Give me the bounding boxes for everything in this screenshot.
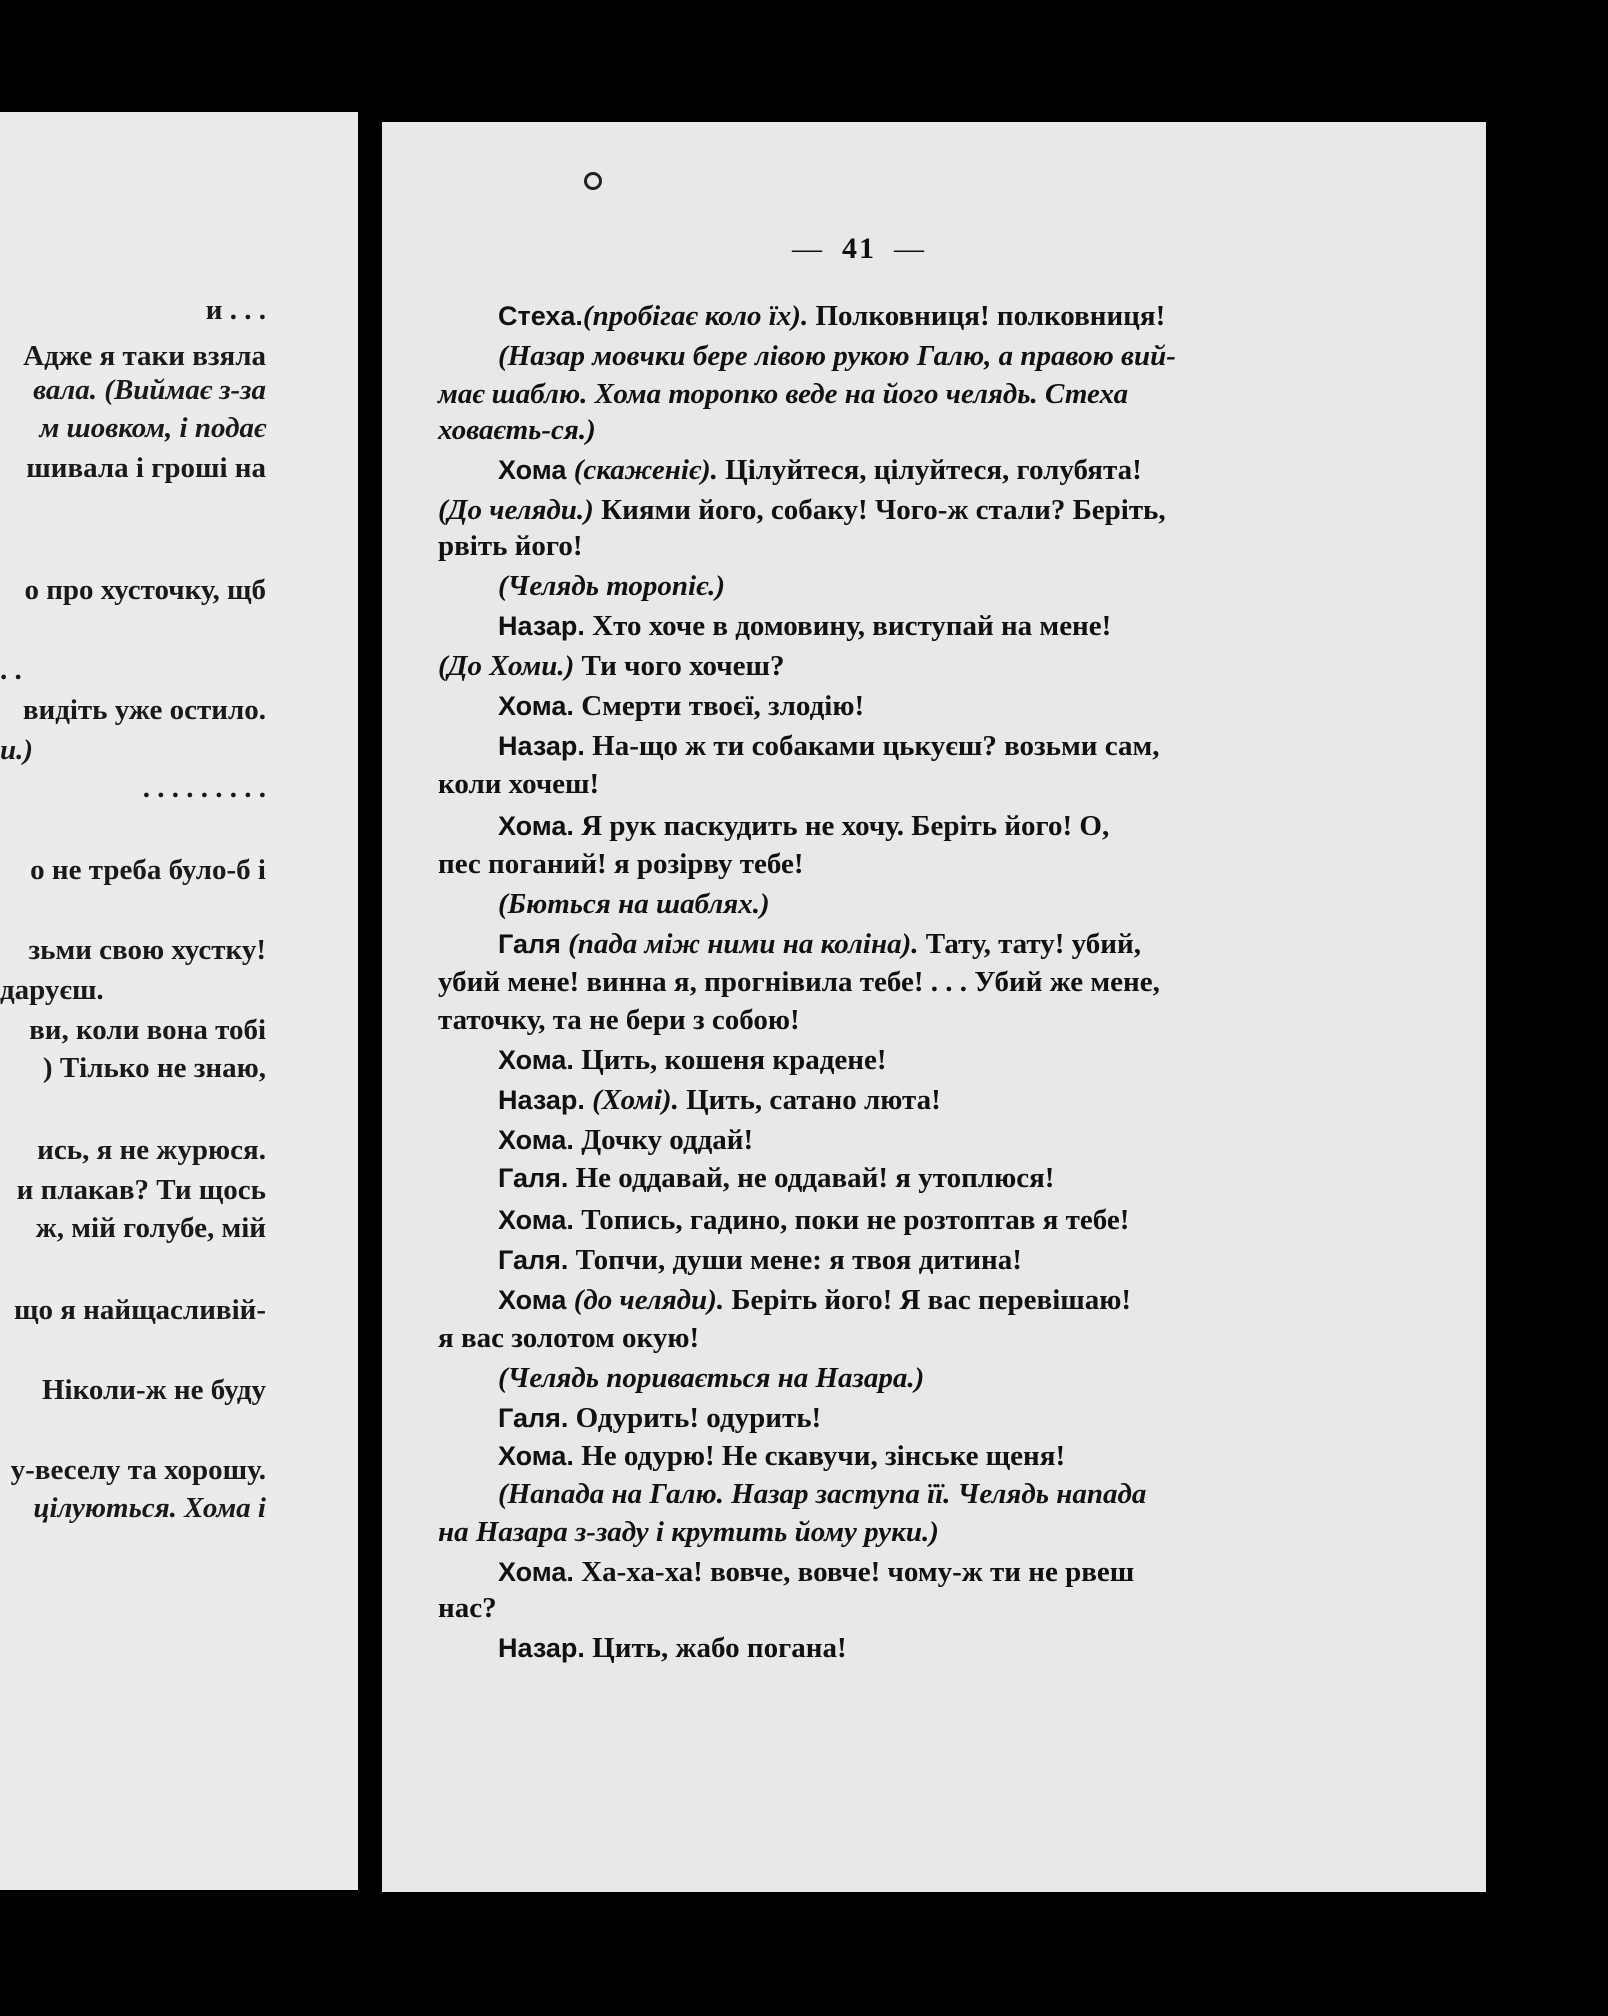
left-line: ись, я не журюся. xyxy=(37,1134,266,1166)
dialogue-text: я вас золотом окую! xyxy=(438,1322,700,1354)
speaker-name: Галя. xyxy=(498,1403,569,1433)
left-page xyxy=(0,112,358,1890)
dialogue-line xyxy=(438,530,583,563)
dialogue-line xyxy=(498,1284,1131,1317)
dialogue-line xyxy=(438,414,596,447)
speaker-name: Назар. xyxy=(498,611,585,641)
page-number xyxy=(774,232,1074,266)
page-number-value: 41 xyxy=(842,232,876,265)
stage-direction: (Челядь поривається на Назара.) xyxy=(498,1362,925,1394)
speaker-name: Галя xyxy=(498,929,561,959)
dialogue-line xyxy=(498,1478,1146,1511)
left-line: ) Тілько не знаю, xyxy=(42,1052,266,1084)
dialogue-text: На-що ж ти собаками цькуєш? возьми сам, xyxy=(584,730,1160,762)
dialogue-line xyxy=(498,1362,924,1395)
dialogue-text: Ти чого хочеш? xyxy=(574,650,785,682)
dialogue-text: нас? xyxy=(438,1592,497,1624)
dialogue-line xyxy=(438,966,1160,999)
dialogue-text: убий мене! винна я, прогнівила тебе! . . . Убий же мене, xyxy=(438,966,1160,998)
speaker-name: Хома xyxy=(498,1285,567,1315)
dialogue-text: Цить, жабо погана! xyxy=(584,1632,847,1664)
dialogue-line xyxy=(498,1204,1129,1237)
left-line: даруєш. xyxy=(0,974,104,1006)
dialogue-text: Цить, кошеня крадене! xyxy=(573,1044,887,1076)
dialogue-line xyxy=(498,928,1141,961)
stage-direction: (Назар мовчки бере лівою рукою Галю, а правою вий- xyxy=(498,340,1176,372)
dialogue-line xyxy=(438,1592,497,1625)
dialogue-line xyxy=(438,848,804,881)
dialogue-line xyxy=(498,300,1165,333)
stage-direction: має шаблю. Хома торопко веде на його челядь. Стеха xyxy=(438,378,1129,410)
speaker-name: Галя. xyxy=(498,1163,569,1193)
stage-direction: (Челядь торопіє.) xyxy=(498,570,726,602)
stage-direction: (скаженіє). xyxy=(566,454,718,486)
dialogue-line xyxy=(438,494,1166,527)
dialogue-text: коли хочеш! xyxy=(438,768,600,800)
dialogue-text: Я рук паскудить не хочу. Беріть його! О, xyxy=(573,810,1110,842)
stage-direction: (Бються на шаблях.) xyxy=(498,888,770,920)
dialogue-line xyxy=(498,340,1176,373)
dialogue-line xyxy=(438,650,785,683)
left-line: и.) xyxy=(0,734,34,766)
dialogue-line xyxy=(498,1556,1134,1589)
book-gutter xyxy=(358,112,380,1890)
dialogue-line xyxy=(498,1632,847,1665)
dialogue-text: Одурить! одурить! xyxy=(568,1402,822,1434)
stage-direction: (до челяди). xyxy=(566,1284,725,1316)
dialogue-text: рвіть його! xyxy=(438,530,583,562)
dialogue-text: Беріть його! Я вас перевішаю! xyxy=(724,1284,1132,1316)
dialogue-line xyxy=(498,1440,1065,1473)
dialogue-text: таточку, та не бери з собою! xyxy=(438,1004,800,1036)
speaker-name: Стеха. xyxy=(498,301,583,331)
page-number-dash: — xyxy=(792,232,824,265)
stage-direction: ховаєть-ся.) xyxy=(438,414,596,446)
dialogue-line xyxy=(438,1516,939,1549)
left-line: о не треба було-б і xyxy=(30,854,266,886)
dialogue-text: Хто хоче в домовину, виступай на мене! xyxy=(584,610,1112,642)
speaker-name: Назар. xyxy=(498,1633,585,1663)
dialogue-text: Не одурю! Не скавучи, зінське щеня! xyxy=(573,1440,1066,1472)
speaker-name: Галя. xyxy=(498,1245,569,1275)
dialogue-text: Не оддавай, не оддавай! я утоплюся! xyxy=(568,1162,1055,1194)
dialogue-text: Ха-ха-ха! вовче, вовче! чому-ж ти не рвеш xyxy=(573,1556,1135,1588)
speaker-name: Хома. xyxy=(498,691,574,721)
left-line: м шовком, і подає xyxy=(39,412,266,444)
left-line: що я найщасливій- xyxy=(13,1294,266,1326)
stage-direction: (До челяди.) xyxy=(438,494,594,526)
left-line: Ніколи-ж не буду xyxy=(41,1374,266,1406)
dialogue-line xyxy=(438,1322,699,1355)
left-line: вала. (Виймає з-за xyxy=(33,374,266,406)
stage-direction: на Назара з-заду і крутить йому руки.) xyxy=(438,1516,939,1548)
stage-direction: (Хомі). xyxy=(584,1084,679,1116)
left-line: зьми свою хустку! xyxy=(28,934,266,966)
speaker-name: Назар. xyxy=(498,1085,585,1115)
ink-mark xyxy=(584,172,602,190)
left-line: ж, мій голубе, мій xyxy=(35,1212,266,1244)
left-line: Адже я таки взяла xyxy=(23,340,266,372)
left-line: у-веселу та хорошу. xyxy=(10,1454,266,1486)
dialogue-line xyxy=(498,1124,753,1157)
dialogue-line xyxy=(498,1162,1054,1195)
speaker-name: Хома xyxy=(498,455,567,485)
dialogue-line xyxy=(498,1244,1022,1277)
stage-direction: (Напада на Галю. Назар заступа її. Челядь напада xyxy=(498,1478,1147,1510)
left-line: видіть уже остило. xyxy=(22,694,266,726)
dialogue-text: Топись, гадино, поки не розтоптав я тебе! xyxy=(573,1204,1130,1236)
dialogue-line xyxy=(498,1402,821,1435)
dialogue-text: пес поганий! я розірву тебе! xyxy=(438,848,804,880)
stage-direction: (пробігає коло їх). xyxy=(582,300,809,332)
dialogue-line xyxy=(498,454,1142,487)
dialogue-line xyxy=(438,768,599,801)
dialogue-text: Топчи, души мене: я твоя дитина! xyxy=(568,1244,1022,1276)
speaker-name: Назар. xyxy=(498,731,585,761)
left-line: о про хусточку, щб xyxy=(24,574,266,606)
dialogue-text: Дочку оддай! xyxy=(573,1124,754,1156)
left-line: и плакав? Ти щось xyxy=(16,1174,266,1206)
dialogue-line xyxy=(438,1004,800,1037)
speaker-name: Хома. xyxy=(498,1441,574,1471)
dialogue-line xyxy=(498,570,725,603)
speaker-name: Хома. xyxy=(498,1205,574,1235)
left-line: . . xyxy=(0,654,22,686)
dialogue-line xyxy=(498,888,770,921)
speaker-name: Хома. xyxy=(498,811,574,841)
speaker-name: Хома. xyxy=(498,1045,574,1075)
dialogue-text: Полковниця! полковниця! xyxy=(808,300,1166,332)
dialogue-line xyxy=(498,1084,941,1117)
dialogue-text: Смерти твоєї, злодію! xyxy=(573,690,865,722)
stage-direction: (До Хоми.) xyxy=(438,650,575,682)
dialogue-line xyxy=(498,1044,886,1077)
dialogue-line xyxy=(498,730,1159,763)
left-line: шивала і гроші на xyxy=(26,452,266,484)
speaker-name: Хома. xyxy=(498,1557,574,1587)
stage-direction: (пада між ними на коліна). xyxy=(560,928,919,960)
dialogue-line xyxy=(498,810,1109,843)
dialogue-line xyxy=(498,690,864,723)
left-line: и . . . xyxy=(205,294,266,326)
dialogue-text: Тату, тату! убий, xyxy=(918,928,1141,960)
dialogue-line xyxy=(438,378,1128,411)
dialogue-text: Цить, сатано люта! xyxy=(678,1084,941,1116)
left-line: цілуються. Хома і xyxy=(33,1492,266,1524)
dialogue-text: Киями його, собаку! Чого-ж стали? Беріть, xyxy=(593,494,1166,526)
page-number-dash: — xyxy=(894,232,926,265)
left-line: ви, коли вона тобі xyxy=(29,1014,266,1046)
dialogue-line xyxy=(498,610,1111,643)
left-line: . . . . . . . . . xyxy=(142,772,266,804)
dialogue-text: Цілуйтеся, цілуйтеся, голубята! xyxy=(717,454,1142,486)
speaker-name: Хома. xyxy=(498,1125,574,1155)
